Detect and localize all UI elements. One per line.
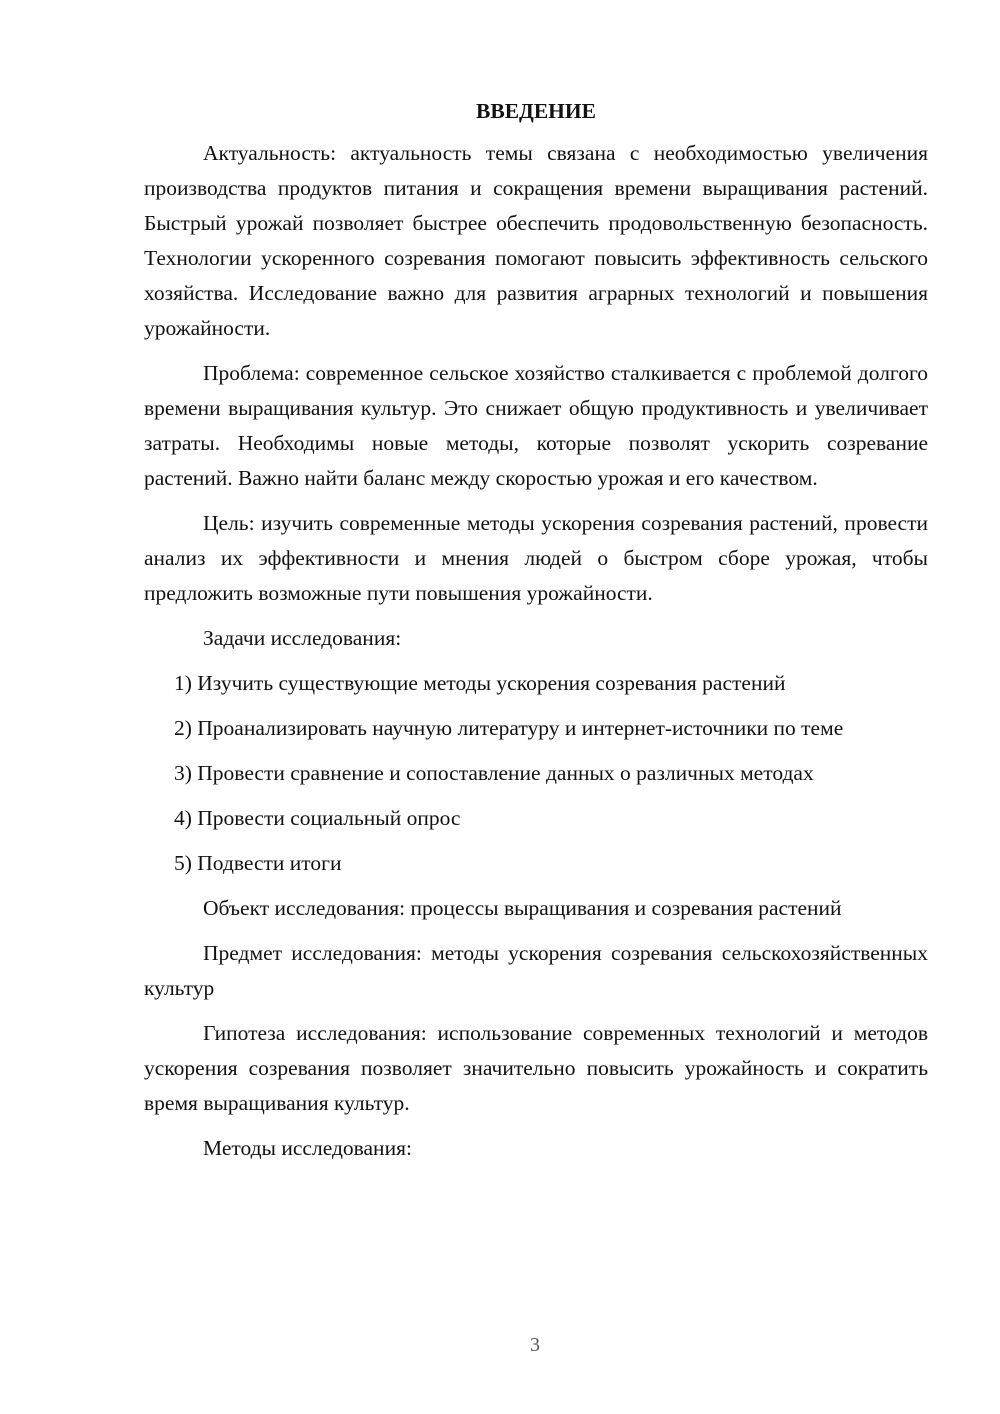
task-item: 5) Подвести итоги [174, 851, 342, 875]
paragraph-methods-heading: Методы исследования: [203, 1136, 412, 1160]
page-content [144, 96, 928, 1176]
task-item: 2) Проанализировать научную литературу и интернет-источники по теме [174, 716, 844, 740]
paragraph-goal: Цель: изучить современные методы ускорения созревания растений, провести анализ их эффективности и мнения людей о быстром сборе урожая, чтобы предложить возможные пути повышения урожайности. [144, 511, 928, 605]
paragraph-subject: Предмет исследования: методы ускорения созревания сельскохозяйственных культур [144, 941, 928, 1000]
paragraph-problem: Проблема: современное сельское хозяйство сталкивается с проблемой долгого времени выращивания культур. Это снижает общую продуктивность и увеличивает затраты. Необходимы новые методы, которые позволят ускорить созревание растений. Важно найти баланс между скоростью урожая и его качеством. [144, 361, 928, 490]
paragraph-relevance: Актуальность: актуальность темы связана с необходимостью увеличения производства продуктов питания и сокращения времени выращивания растений. Быстрый урожай позволяет быстрее обеспечить продовольственную безопасность. Технологии ускоренного созревания помогают повысить эффективность сельского хозяйства. Исследование важно для развития аграрных технологий и повышения урожайности. [144, 141, 928, 340]
paragraph-hypothesis: Гипотеза исследования: использование современных технологий и методов ускорения созревания позволяет значительно повысить урожайность и сократить время выращивания культур. [144, 1021, 928, 1115]
task-item: 3) Провести сравнение и сопоставление данных о различных методах [174, 761, 814, 785]
section-title: ВВЕДЕНИЕ [476, 99, 596, 123]
task-item: 4) Провести социальный опрос [174, 806, 461, 830]
task-item: 1) Изучить существующие методы ускорения созревания растений [174, 671, 786, 695]
paragraph-object: Объект исследования: процессы выращивания и созревания растений [203, 896, 842, 920]
page-number: 3 [530, 1334, 540, 1356]
paragraph-tasks-heading: Задачи исследования: [203, 626, 402, 650]
